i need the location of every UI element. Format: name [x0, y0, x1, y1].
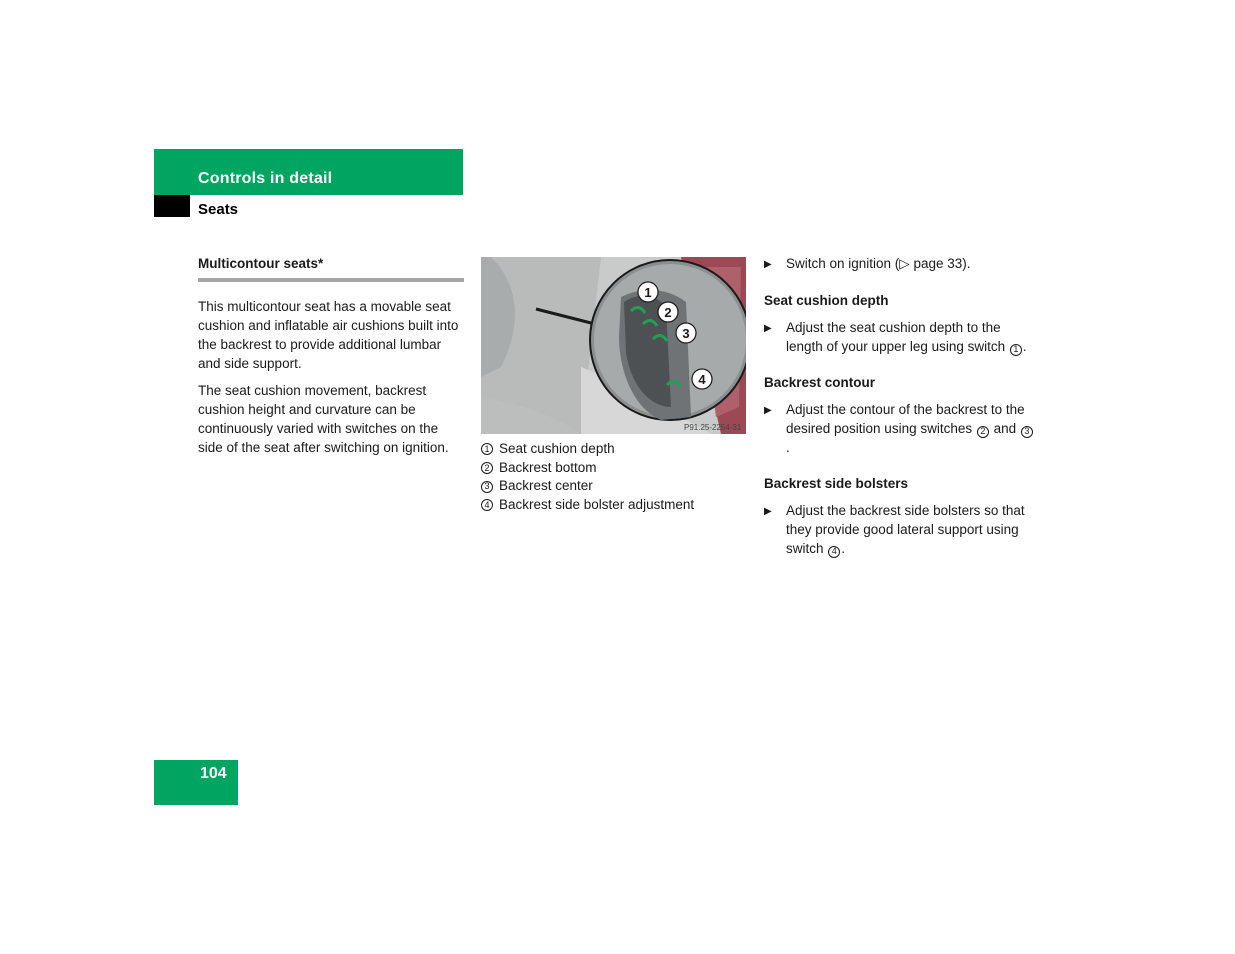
legend-item	[481, 459, 751, 478]
legend-item	[481, 496, 751, 515]
subsection-title: Seats	[198, 201, 239, 218]
svg-text:2: 2	[664, 305, 672, 320]
step-text: Adjust the contour of the backrest to the desired position using switches 2 and 3.	[786, 400, 1036, 457]
seat-illustration-graphic	[481, 257, 746, 434]
callout-2	[658, 302, 678, 322]
legend-text: Backrest bottom	[499, 459, 597, 475]
callout-3	[676, 323, 696, 343]
svg-text:4: 4	[698, 372, 706, 387]
svg-text:3: 3	[682, 326, 690, 341]
figure-legend	[481, 440, 751, 515]
callout-1	[638, 282, 658, 302]
switch-number: 3	[1021, 426, 1033, 438]
detail-paragraph: The seat cushion movement, backrest cushion height and curvature can be continuously varied with switches on the side of the seat after switching on ignition.	[198, 383, 449, 455]
switch-number: 2	[977, 426, 989, 438]
legend-number: 1	[481, 443, 493, 455]
right-column	[764, 254, 1036, 558]
instruction-step	[764, 254, 1036, 274]
instruction-step	[764, 318, 1036, 356]
legend-text: Backrest center	[499, 478, 593, 494]
instruction-step	[764, 400, 1036, 457]
bullet-arrow-icon: ▶	[764, 506, 772, 517]
topic-heading: Multicontour seats*	[198, 254, 464, 282]
svg-text:1: 1	[644, 285, 652, 300]
instruction-step	[764, 501, 1036, 558]
intro-paragraph: This multicontour seat has a movable seat cushion and inflatable air cushions built into the backrest to provide additional lumbar and side support.	[198, 299, 459, 371]
bullet-arrow-icon: ▶	[764, 323, 772, 334]
left-column	[198, 254, 464, 465]
switch-number: 1	[1010, 344, 1022, 356]
legend-item	[481, 477, 751, 496]
legend-number: 4	[481, 499, 493, 511]
subheading-seat-cushion-depth: Seat cushion depth	[764, 293, 889, 308]
switch-number: 4	[828, 546, 840, 558]
legend-number: 2	[481, 462, 493, 474]
legend-number: 3	[481, 481, 493, 493]
figure-code: P91.25-2254-31	[684, 423, 742, 432]
section-title: Controls in detail	[198, 170, 333, 187]
step-text: Switch on ignition (▷ page 33).	[786, 256, 971, 271]
subheading-backrest-contour: Backrest contour	[764, 375, 876, 390]
subheading-backrest-side-bolsters: Backrest side bolsters	[764, 476, 909, 491]
step-text: Adjust the seat cushion depth to the length of your upper leg using switch 1 .	[786, 320, 1027, 354]
legend-text: Seat cushion depth	[499, 441, 615, 456]
bullet-arrow-icon: ▶	[764, 259, 772, 270]
callout-4	[692, 369, 712, 389]
legend-item	[481, 440, 751, 459]
bullet-arrow-icon: ▶	[764, 405, 772, 416]
legend-text: Backrest side bolster adjustment	[499, 497, 695, 513]
page-number: 104	[200, 765, 227, 782]
step-text: Adjust the backrest side bolsters so that they provide good lateral support using switch 4 .	[786, 503, 1025, 556]
subsection-marker	[154, 195, 190, 217]
seat-switch-illustration	[481, 257, 746, 434]
